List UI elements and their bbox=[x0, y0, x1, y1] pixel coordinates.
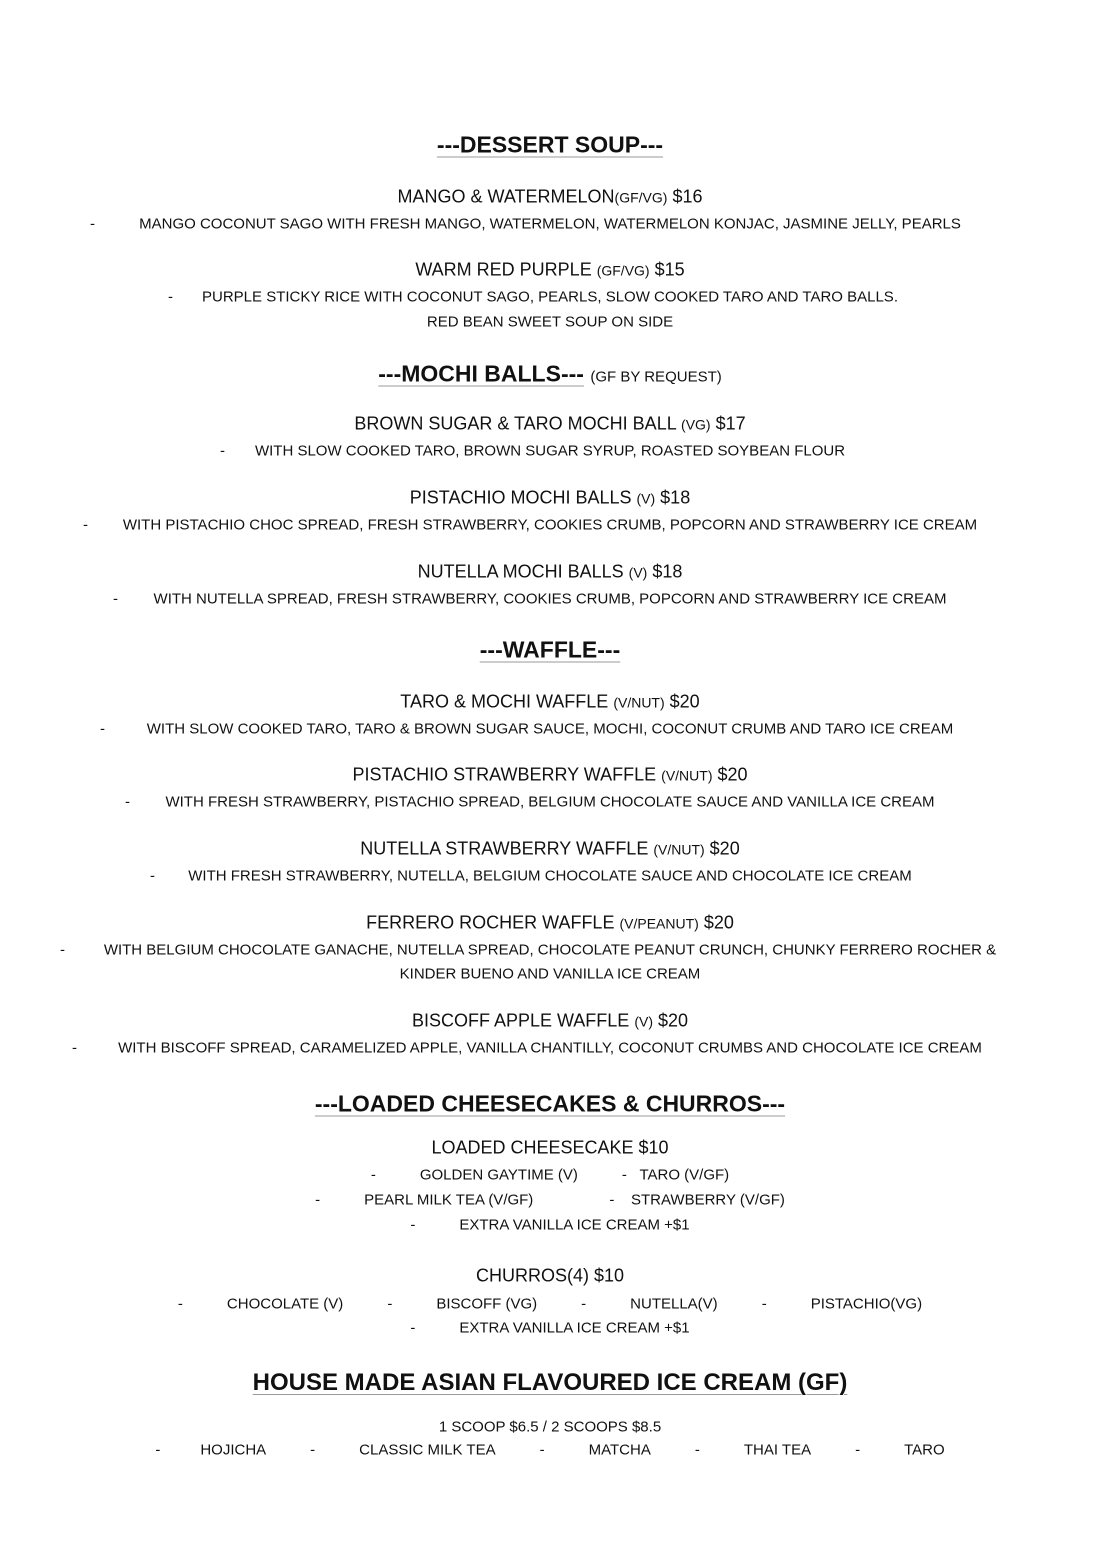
dietary-tag: (V) bbox=[634, 1013, 653, 1030]
menu-text: - bbox=[387, 1295, 393, 1313]
menu-text: $17 bbox=[715, 413, 746, 434]
menu-text: EXTRA VANILLA ICE CREAM +$1 bbox=[459, 1216, 690, 1234]
menu-item-description: WITH NUTELLA SPREAD, FRESH STRAWBERRY, COOKIES CRUMB, POPCORN AND STRAWBERRY ICE CREAM bbox=[153, 590, 947, 608]
menu-text: TARO (V/GF) bbox=[639, 1166, 730, 1184]
menu-text: (GF BY REQUEST) bbox=[590, 368, 722, 386]
menu-text: - bbox=[761, 1295, 767, 1313]
menu-text: $20 bbox=[669, 691, 700, 712]
section-heading-cheesecakes-churros bbox=[0, 1091, 1100, 1118]
bullet-dash: - bbox=[72, 1039, 77, 1057]
bullet-dash: - bbox=[125, 793, 130, 811]
menu-item-title bbox=[0, 260, 1100, 281]
menu-text: - bbox=[694, 1441, 700, 1459]
menu-text: BISCOFF (VG) bbox=[436, 1295, 538, 1313]
menu-text: - bbox=[315, 1191, 321, 1209]
bullet-dash: - bbox=[168, 288, 173, 306]
bullet-dash: - bbox=[60, 941, 65, 959]
menu-item-title bbox=[0, 913, 1100, 934]
menu-item-description: WITH BELGIUM CHOCOLATE GANACHE, NUTELLA SPREAD, CHOCOLATE PEANUT CRUNCH, CHUNKY FERRERO ROCHER & bbox=[103, 941, 997, 959]
menu-text: - bbox=[621, 1166, 627, 1184]
menu-text: - bbox=[609, 1191, 615, 1209]
menu-text: - bbox=[177, 1295, 183, 1313]
menu-text: $20 bbox=[703, 912, 734, 933]
menu-text: - bbox=[855, 1441, 861, 1459]
menu-text: - bbox=[410, 1319, 416, 1337]
menu-item-title: CHURROS(4) $10 bbox=[475, 1265, 625, 1286]
menu-text: GOLDEN GAYTIME (V) bbox=[419, 1166, 578, 1184]
menu-item-description: RED BEAN SWEET SOUP ON SIDE bbox=[426, 313, 674, 331]
menu-text: $20 bbox=[709, 838, 740, 859]
menu-text: - bbox=[155, 1441, 161, 1459]
menu-text: - bbox=[539, 1441, 545, 1459]
menu-text: $18 bbox=[652, 561, 683, 582]
bullet-dash: - bbox=[83, 516, 88, 534]
menu-text: THAI TEA bbox=[743, 1441, 812, 1459]
menu-text: PISTACHIO STRAWBERRY WAFFLE bbox=[352, 764, 662, 785]
dietary-tag: (V/NUT) bbox=[613, 694, 665, 711]
menu-text: BISCOFF APPLE WAFFLE bbox=[411, 1010, 635, 1031]
menu-text: STRAWBERRY (V/GF) bbox=[630, 1191, 785, 1209]
ice-cream-pricing: 1 SCOOP $6.5 / 2 SCOOPS $8.5 bbox=[438, 1418, 662, 1436]
menu-item-title bbox=[0, 488, 1100, 509]
menu-text: MATCHA bbox=[588, 1441, 651, 1459]
dietary-tag: (V) bbox=[636, 490, 656, 507]
menu-text: $16 bbox=[672, 186, 703, 207]
dietary-tag: (V/PEANUT) bbox=[619, 915, 699, 932]
section-heading-mochi-balls bbox=[0, 361, 1100, 388]
section-heading-dessert-soup bbox=[0, 132, 1100, 159]
menu-item-title bbox=[0, 414, 1100, 435]
menu-text: $18 bbox=[660, 487, 691, 508]
menu-text: PEARL MILK TEA (V/GF) bbox=[364, 1191, 534, 1209]
menu-text: ---WAFFLE--- bbox=[479, 636, 621, 663]
cheesecake-options-row bbox=[0, 1167, 1100, 1184]
menu-text: MANGO & WATERMELON bbox=[397, 186, 615, 207]
menu-text: ---LOADED CHEESECAKES & CHURROS--- bbox=[314, 1090, 786, 1117]
menu-item-description: WITH PISTACHIO CHOC SPREAD, FRESH STRAWBERRY, COOKIES CRUMB, POPCORN AND STRAWBERRY ICE CREAM bbox=[122, 516, 978, 534]
menu-item-title bbox=[0, 187, 1100, 208]
dietary-tag: (GF/VG) bbox=[614, 189, 668, 206]
dietary-tag: (V/NUT) bbox=[653, 841, 705, 858]
dietary-tag: (VG) bbox=[681, 416, 711, 433]
menu-text: HOUSE MADE ASIAN FLAVOURED ICE CREAM (GF) bbox=[252, 1369, 848, 1396]
churros-options-row bbox=[0, 1296, 1100, 1313]
menu-text: PISTACHIO(VG) bbox=[810, 1295, 923, 1313]
menu-item-title bbox=[0, 1011, 1100, 1032]
menu-item-title bbox=[0, 839, 1100, 860]
menu-text: BROWN SUGAR & TARO MOCHI BALL bbox=[354, 413, 682, 434]
menu-text: PISTACHIO MOCHI BALLS bbox=[409, 487, 637, 508]
menu-item-description: PURPLE STICKY RICE WITH COCONUT SAGO, PEARLS, SLOW COOKED TARO AND TARO BALLS. bbox=[202, 288, 898, 306]
menu-text: - bbox=[370, 1166, 376, 1184]
menu-item-description: MANGO COCONUT SAGO WITH FRESH MANGO, WATERMELON, WATERMELON KONJAC, JASMINE JELLY, PEARLS bbox=[139, 215, 961, 233]
menu-text: ---DESSERT SOUP--- bbox=[436, 131, 664, 158]
menu-text: FERRERO ROCHER WAFFLE bbox=[366, 912, 620, 933]
menu-item-description: KINDER BUENO AND VANILLA ICE CREAM bbox=[399, 965, 701, 983]
menu-text: NUTELLA MOCHI BALLS bbox=[417, 561, 629, 582]
menu-text: - bbox=[410, 1216, 416, 1234]
menu-item-title bbox=[0, 562, 1100, 583]
menu-text: $20 bbox=[717, 764, 748, 785]
ice-cream-flavours-row bbox=[0, 1442, 1100, 1459]
dietary-tag: (V/NUT) bbox=[661, 767, 713, 784]
menu-item-title: LOADED CHEESECAKE $10 bbox=[431, 1137, 669, 1158]
menu-text: - bbox=[310, 1441, 316, 1459]
bullet-dash: - bbox=[90, 215, 95, 233]
bullet-dash: - bbox=[150, 867, 155, 885]
menu-item-description: WITH SLOW COOKED TARO, TARO & BROWN SUGAR SAUCE, MOCHI, COCONUT CRUMB AND TARO ICE CREAM bbox=[146, 720, 954, 738]
section-heading-ice-cream bbox=[0, 1369, 1100, 1397]
bullet-dash: - bbox=[100, 720, 105, 738]
bullet-dash: - bbox=[220, 442, 225, 460]
menu-text: TARO & MOCHI WAFFLE bbox=[400, 691, 614, 712]
menu-text: EXTRA VANILLA ICE CREAM +$1 bbox=[459, 1319, 690, 1337]
dietary-tag: (GF/VG) bbox=[596, 262, 650, 279]
menu-text: HOJICHA bbox=[200, 1441, 267, 1459]
bullet-dash: - bbox=[113, 590, 118, 608]
cheesecake-extra bbox=[0, 1217, 1100, 1234]
dietary-tag: (V) bbox=[628, 564, 648, 581]
section-heading-waffle bbox=[0, 637, 1100, 664]
menu-text: CHOCOLATE (V) bbox=[226, 1295, 344, 1313]
menu-item-description: WITH FRESH STRAWBERRY, NUTELLA, BELGIUM CHOCOLATE SAUCE AND CHOCOLATE ICE CREAM bbox=[188, 867, 912, 885]
menu-item-description: WITH FRESH STRAWBERRY, PISTACHIO SPREAD, BELGIUM CHOCOLATE SAUCE AND VANILLA ICE CREAM bbox=[165, 793, 935, 811]
cheesecake-options-row bbox=[0, 1192, 1100, 1209]
menu-text: ---MOCHI BALLS--- bbox=[378, 360, 584, 387]
menu-item-description: WITH SLOW COOKED TARO, BROWN SUGAR SYRUP, ROASTED SOYBEAN FLOUR bbox=[254, 442, 846, 460]
menu-text: TARO bbox=[904, 1441, 945, 1459]
menu-text: $20 bbox=[658, 1010, 689, 1031]
menu-text: CLASSIC MILK TEA bbox=[359, 1441, 496, 1459]
menu-item-title bbox=[0, 765, 1100, 786]
menu-text: $15 bbox=[654, 259, 685, 280]
menu-text: WARM RED PURPLE bbox=[415, 259, 597, 280]
menu-item-description: WITH BISCOFF SPREAD, CARAMELIZED APPLE, VANILLA CHANTILLY, COCONUT CRUMBS AND CHOCOLATE ICE CREAM bbox=[118, 1039, 982, 1057]
menu-text: NUTELLA STRAWBERRY WAFFLE bbox=[360, 838, 654, 859]
menu-item-title bbox=[0, 692, 1100, 713]
churros-extra bbox=[0, 1320, 1100, 1337]
menu-text: - bbox=[581, 1295, 587, 1313]
menu-text: NUTELLA(V) bbox=[630, 1295, 718, 1313]
